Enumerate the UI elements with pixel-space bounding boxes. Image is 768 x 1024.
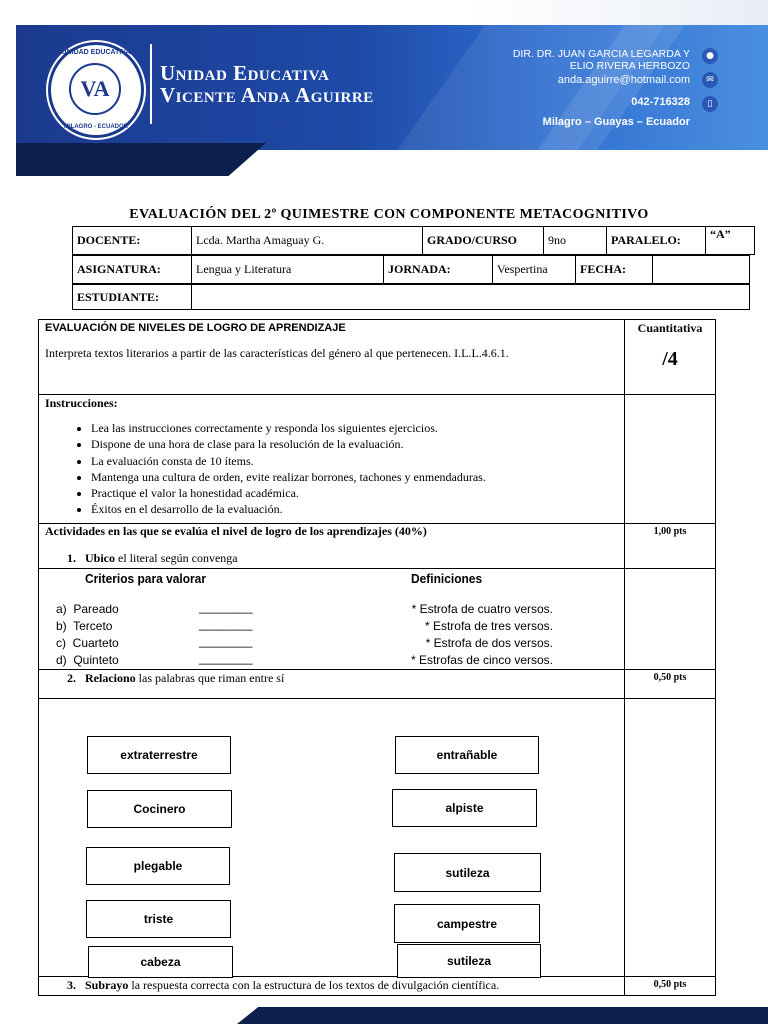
activities-cell — [39, 524, 625, 569]
seal-bottom-text: MILAGRO - ECUADOR — [64, 124, 128, 130]
word-box-left[interactable]: extraterrestre — [87, 736, 231, 774]
matching-score-cell — [625, 699, 716, 977]
location-pin-icon: ● — [702, 48, 718, 64]
criteria-cell — [39, 569, 625, 670]
footer-bar — [237, 1007, 768, 1024]
paralelo-label: PARALELO: — [607, 227, 706, 255]
question-3-cell — [39, 977, 625, 996]
criteria-item: b) Terceto — [56, 619, 113, 633]
criteria-header: Criterios para valorar — [85, 571, 206, 586]
instruction-item: • Dispone de una hora de clase para la resolución de la evaluación. — [91, 436, 624, 452]
answer-blank[interactable]: ________ — [199, 634, 253, 648]
criteria-list — [56, 601, 119, 669]
exam-title: EVALUACIÓN DEL 2º QUIMESTRE CON COMPONENTE METACOGNITIVO — [129, 207, 649, 222]
jornada-label: JORNADA: — [384, 256, 493, 284]
answer-blanks — [199, 599, 252, 667]
criteria-item: a) Pareado — [56, 602, 119, 616]
cuantitativa-label: Cuantitativa — [637, 321, 703, 335]
word-box-right[interactable]: entrañable — [395, 736, 539, 774]
estudiante-label: ESTUDIANTE: — [73, 285, 192, 310]
header-divider — [150, 44, 152, 124]
criteria-score-cell — [625, 569, 716, 670]
docente-value: Lcda. Martha Amaguay G. — [192, 227, 423, 255]
banner-bottom-band — [16, 143, 266, 176]
answer-blank[interactable]: ________ — [199, 600, 253, 614]
definitions-list — [397, 601, 553, 669]
seal-emblem: VA — [69, 63, 121, 115]
address-line2: ELIO RIVERA HERBOZO — [569, 60, 690, 72]
word-box-right[interactable]: alpiste — [392, 789, 537, 827]
docente-label: DOCENTE: — [73, 227, 192, 255]
word-box-right[interactable]: campestre — [394, 904, 540, 943]
evaluation-heading: EVALUACIÓN DE NIVELES DE LOGRO DE APRENDIZAJE — [45, 322, 346, 334]
word-box-right[interactable]: sutileza — [394, 853, 541, 892]
word-box-right[interactable]: sutileza — [397, 944, 541, 978]
school-city: Milagro – Guayas – Ecuador — [542, 116, 690, 128]
word-box-left[interactable]: plegable — [86, 847, 230, 885]
answer-blank[interactable]: ________ — [199, 617, 253, 631]
asignatura-value: Lengua y Literatura — [192, 256, 384, 284]
question-3-pts: 0,50 pts — [653, 979, 687, 990]
fecha-label: FECHA: — [576, 256, 653, 284]
question-2-pts: 0,50 pts — [653, 672, 687, 683]
definition-item: * Estrofa de cuatro versos. — [411, 602, 553, 616]
objective-cell — [39, 320, 625, 395]
exam-info-table-row2 — [72, 255, 750, 284]
objective-text: Interpreta textos literarios a partir de las características del género al que pertenecen. I.L.L.4.6.1. — [45, 346, 509, 360]
instruction-item: • Lea las instrucciones correctamente y responda los siguientes ejercicios. — [91, 420, 624, 436]
question-3-pts-cell — [625, 977, 716, 996]
definitions-header: Definiciones — [411, 571, 483, 586]
address-line1: DIR. DR. JUAN GARCIA LEGARDA Y — [512, 48, 690, 60]
grado-value: 9no — [544, 227, 607, 255]
score-cell — [625, 320, 716, 395]
instruction-item: • Éxitos en el desarrollo de la evaluación. — [91, 501, 624, 517]
question-1: 1. Ubico el literal según convenga — [67, 551, 238, 565]
question-2-cell — [39, 670, 625, 699]
school-phone: 042-716328 — [631, 96, 690, 108]
definition-item: * Estrofas de cinco versos. — [410, 653, 553, 667]
total-score: /4 — [662, 348, 678, 370]
definition-item: * Estrofa de tres versos. — [424, 619, 553, 633]
criteria-item: c) Cuarteto — [56, 636, 119, 650]
criteria-item: d) Quinteto — [56, 653, 119, 667]
school-name-line2: Vicente Anda Aguirre — [160, 83, 374, 107]
activities-pts-cell — [625, 524, 716, 569]
question-2-pts-cell — [625, 670, 716, 699]
asignatura-label: ASIGNATURA: — [73, 256, 192, 284]
evaluation-table — [38, 319, 716, 996]
instruction-item: • Mantenga una cultura de orden, evite realizar borrones, tachones y enmendaduras. — [91, 469, 624, 485]
word-box-left[interactable]: Cocinero — [87, 790, 232, 828]
school-seal-logo — [48, 42, 144, 138]
instructions-list — [39, 420, 624, 518]
word-box-left[interactable]: triste — [86, 900, 231, 938]
activities-pts: 1,00 pts — [653, 526, 687, 537]
question-3: 3. Subrayo la respuesta correcta con la estructura de los textos de divulgación científica. — [67, 978, 500, 992]
school-name — [160, 62, 374, 106]
phone-icon: ▯ — [702, 96, 718, 112]
question-2: 2. Relaciono las palabras que riman entre sí — [67, 671, 285, 685]
answer-blank[interactable]: ________ — [199, 651, 253, 665]
fecha-field[interactable] — [653, 256, 750, 284]
school-name-line1: Unidad Educativa — [160, 61, 330, 85]
instructions-cell — [39, 395, 625, 524]
estudiante-field[interactable] — [192, 285, 750, 310]
instructions-score-cell — [625, 395, 716, 524]
grado-label: GRADO/CURSO — [423, 227, 544, 255]
school-contact — [513, 48, 690, 128]
jornada-value: Vespertina — [493, 256, 576, 284]
mail-icon: ✉ — [702, 72, 718, 88]
paralelo-value: “A” — [706, 227, 755, 255]
activities-title: Actividades en las que se evalúa el nivel de logro de los aprendizajes (40%) — [45, 524, 427, 538]
word-box-left[interactable]: cabeza — [88, 946, 233, 978]
instructions-title: Instrucciones: — [45, 396, 118, 410]
seal-top-text: UNIDAD EDUCATIVA — [61, 49, 131, 56]
school-email: anda.aguirre@hotmail.com — [557, 74, 690, 86]
instruction-item: • La evaluación consta de 10 ítems. — [91, 453, 624, 469]
header-top-white — [470, 0, 768, 25]
exam-info-table — [72, 226, 755, 255]
definition-item: * Estrofa de dos versos. — [425, 636, 553, 650]
exam-info-table-row3 — [72, 284, 750, 310]
instruction-item: • Practique el valor la honestidad académica. — [91, 485, 624, 501]
